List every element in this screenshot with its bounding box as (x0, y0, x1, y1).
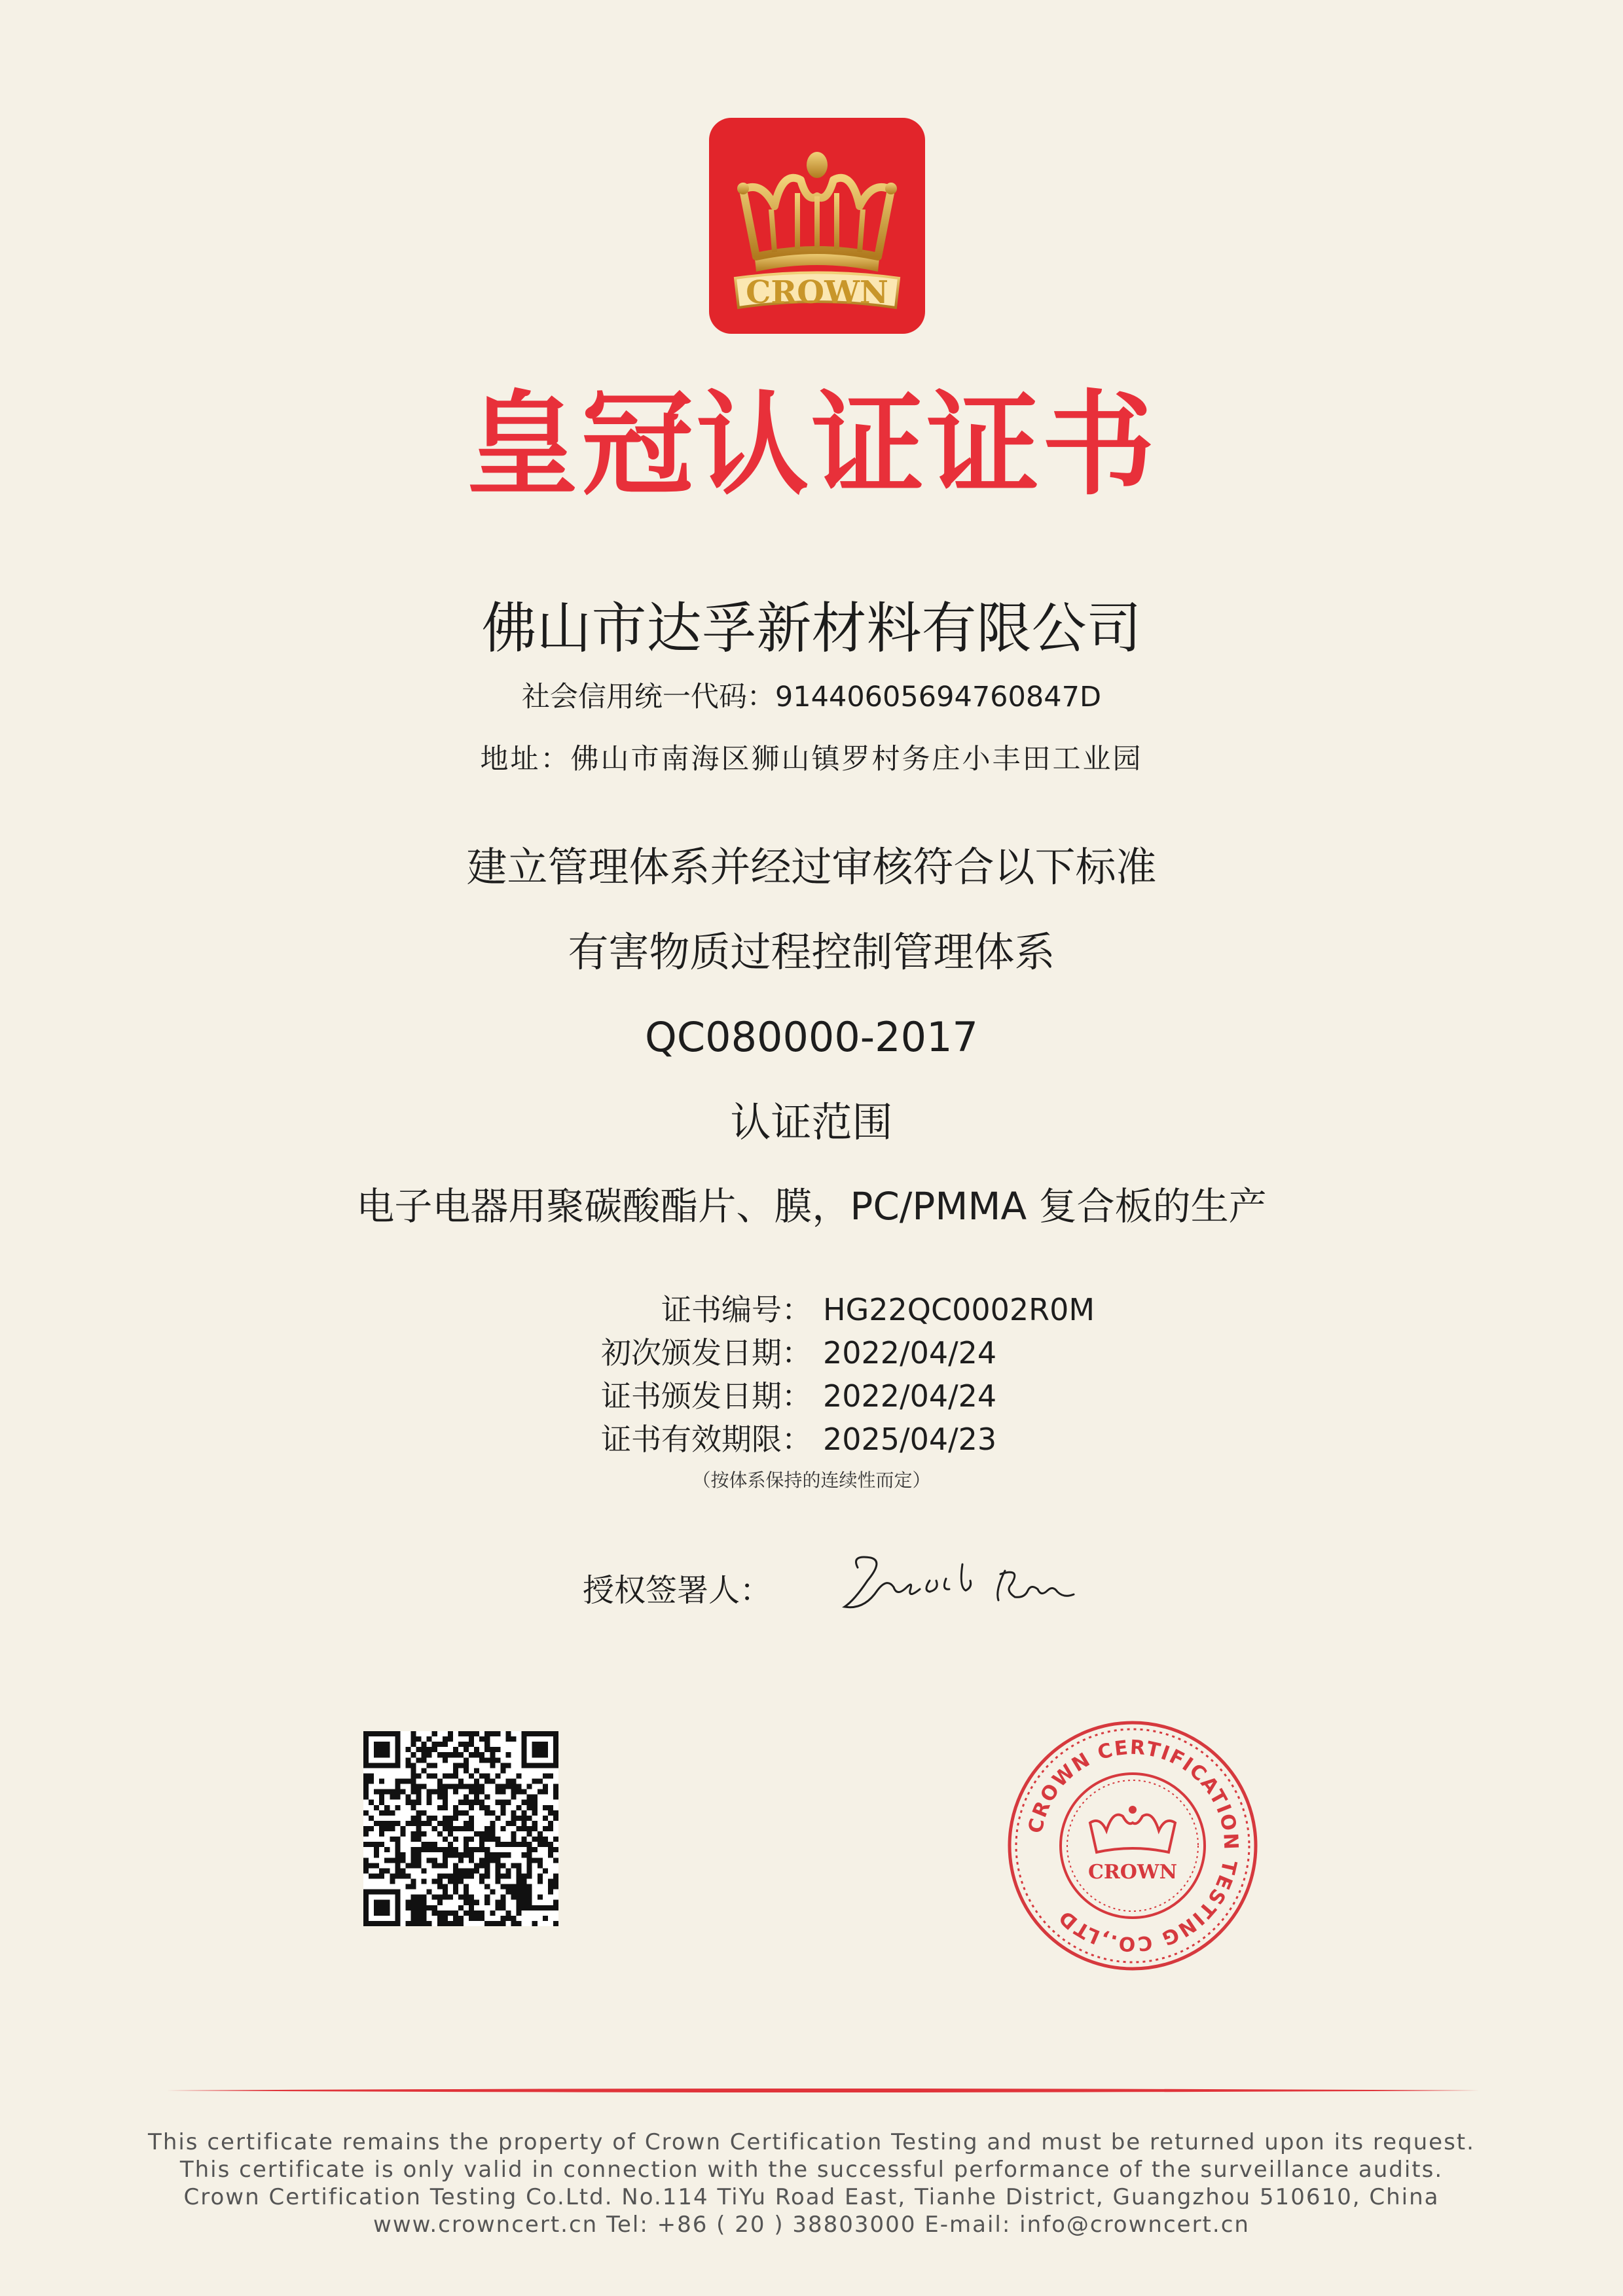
svg-text:CROWN CERTIFICATION TESTING CO (1024, 1736, 1242, 1956)
detail-value: 2022/04/24 (823, 1335, 997, 1371)
detail-label: 证书编号： (661, 1292, 812, 1327)
detail-row (498, 1288, 1218, 1331)
detail-row (498, 1331, 1218, 1374)
detail-value: 2022/04/24 (823, 1378, 997, 1414)
footer-divider (164, 2088, 1480, 2093)
certificate-title: 皇冠认证证书 (465, 379, 1158, 511)
management-system: 有害物质过程控制管理体系 (568, 928, 1055, 976)
footer-line: This certificate is only valid in connection with the successful performance of the surveillance audits. (179, 2157, 1444, 2183)
signature (831, 1551, 1093, 1623)
detail-value: HG22QC0002R0M (823, 1292, 1095, 1327)
crown-logo (709, 118, 925, 334)
standard-number: QC080000-2017 (645, 1013, 978, 1061)
detail-label: 证书有效期限： (601, 1422, 812, 1457)
signer-label: 授权签署人： (583, 1572, 772, 1609)
footer-contact: www.crowncert.cn Tel: +86 ( 20 ) 38803000 E-mail: info@crowncert.cn (373, 2212, 1250, 2238)
detail-row (498, 1374, 1218, 1418)
crown-icon (709, 118, 925, 334)
company-address: 地址：佛山市南海区狮山镇罗村务庄小丰田工业园 (480, 743, 1143, 776)
details-note: （按体系保持的连续性而定） (692, 1469, 931, 1491)
logo-text: CROWN (746, 274, 888, 311)
detail-label: 初次颁发日期： (601, 1335, 812, 1371)
seal-ring-text: CROWN CERTIFICATION TESTING CO.,LTD (1024, 1736, 1243, 1956)
certificate-details (498, 1288, 1218, 1461)
credit-code: 社会信用统一代码：91440605694760847D (521, 681, 1102, 713)
company-name: 佛山市达孚新材料有限公司 (481, 596, 1142, 660)
scope-label: 认证范围 (730, 1098, 893, 1146)
detail-label: 证书颁发日期： (601, 1378, 812, 1414)
footer-line: Crown Certification Testing Co.Ltd. No.114 TiYu Road East, Tianhe District, Guangzhou 510610, China (183, 2184, 1440, 2210)
certification-statement: 建立管理体系并经过审核符合以下标准 (466, 843, 1157, 891)
detail-value: 2025/04/23 (823, 1422, 997, 1457)
qr-code (363, 1731, 558, 1926)
company-seal (1005, 1718, 1260, 1973)
footer-line: This certificate remains the property of Crown Certification Testing and must be returned upon its request. (148, 2129, 1475, 2155)
seal-center-text: CROWN (1087, 1861, 1178, 1884)
certification-scope: 电子电器用聚碳酸酯片、膜，PC/PMMA 复合板的生产 (356, 1184, 1267, 1229)
detail-row (498, 1418, 1218, 1461)
